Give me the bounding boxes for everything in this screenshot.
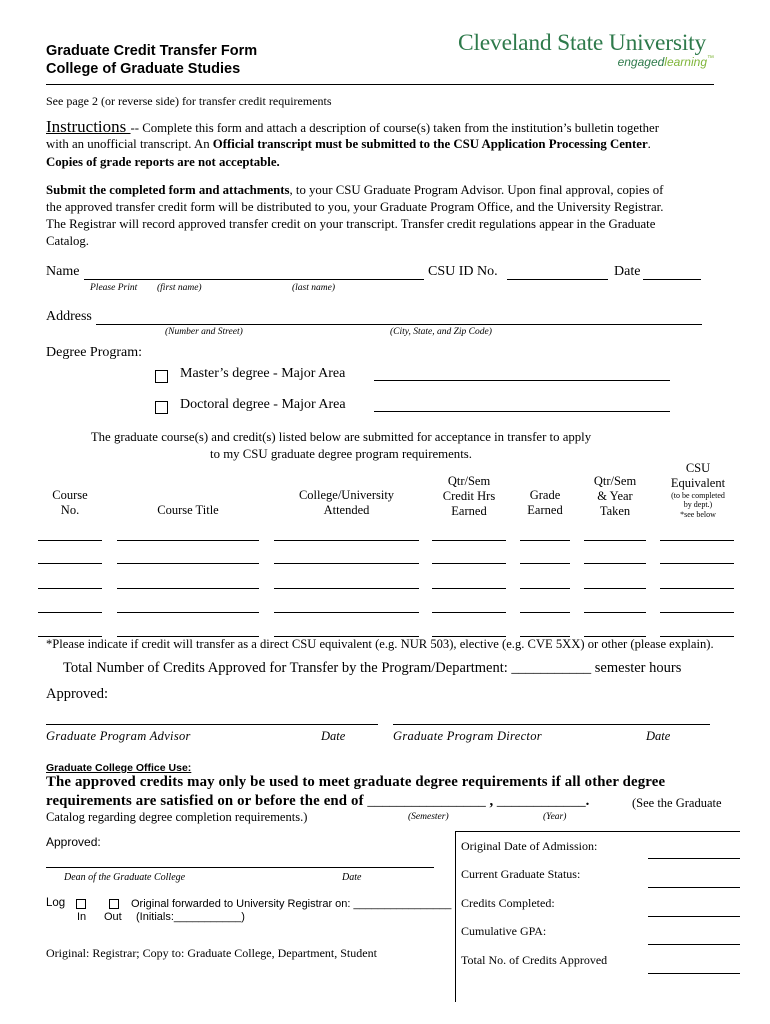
course-row-1-course-title-field[interactable] [117,540,259,541]
course-row-2-csu-equivalent-field[interactable] [660,563,734,564]
advisor-date-label: Date [321,729,346,743]
course-row-2-course-title-field[interactable] [117,563,259,564]
forwarded-registrar: Original forwarded to University Registrar on: ________________ [131,898,452,910]
course-row-3-taken-field[interactable] [584,588,646,589]
date-field[interactable] [643,279,701,280]
doctoral-major-field[interactable] [374,411,670,412]
form-title-line1: Graduate Credit Transfer Form [46,43,258,59]
csu-logo-tagline: engagedlearning™ [617,55,714,69]
semester-hint: (Semester) [408,812,449,822]
log-label: Log [46,897,66,909]
last-name-hint: (last name) [292,283,336,293]
submit-line1: Submit the completed form and attachments, to your CSU Graduate Program Advisor. Upon final approval, copies of [46,183,664,197]
course-row-2-college-field[interactable] [274,563,419,564]
instructions-line1: Instructions -- Complete this form and attach a description of course(s) taken from the institution’s bulletin together [46,117,659,136]
credits-completed-label: Credits Completed: [461,896,555,910]
course-row-1-college-field[interactable] [274,540,419,541]
col-grade: Grade Earned [527,488,563,517]
csu-id-label: CSU ID No. [428,264,498,279]
date-label: Date [614,264,641,279]
name-field[interactable] [84,279,424,280]
number-street-hint: (Number and Street) [165,327,243,337]
grad-status-field[interactable] [648,887,740,888]
credits-completed-field[interactable] [648,916,740,917]
course-row-3-course-title-field[interactable] [117,588,259,589]
dean-approved-label: Approved: [46,835,101,849]
catalog-line: Catalog regarding degree completion requirements.) [46,810,308,824]
degree-program-label: Degree Program: [46,345,143,360]
form-title-line2: College of Graduate Studies [46,61,241,77]
cumulative-gpa-label: Cumulative GPA: [461,924,547,938]
approved-label: Approved: [46,686,109,702]
instructions-line2: with an unofficial transcript. An Official transcript must be submitted to the CSU Application Processing Center. [46,137,651,151]
office-bold-line2: requirements are satisfied on or before the end of ________________ , ____________. [46,793,590,809]
csu-logo [458,30,720,69]
cumulative-gpa-field[interactable] [648,944,740,945]
log-in-checkbox[interactable] [76,899,86,909]
name-label: Name [46,264,80,279]
log-out-checkbox[interactable] [109,899,119,909]
course-row-1-taken-field[interactable] [584,540,646,541]
course-row-4-taken-field[interactable] [584,612,646,613]
total-credits-approved-label: Total No. of Credits Approved [461,953,608,967]
submit-line2: the approved transfer credit form will be distributed to you, your Graduate Program Office, and the University Registrar. [46,200,664,214]
course-row-1-csu-equivalent-field[interactable] [660,540,734,541]
course-row-4-course-title-field[interactable] [117,612,259,613]
course-row-3-credit-hrs-field[interactable] [432,588,506,589]
col-college: College/University Attended [298,488,395,517]
course-row-1-course-no-field[interactable] [38,540,102,541]
total-credits-approved-field[interactable] [648,973,740,974]
address-label: Address [46,309,92,324]
course-row-3-college-field[interactable] [274,588,419,589]
see-page-note: See page 2 (or reverse side) for transfer credit requirements [46,94,332,108]
year-hint: (Year) [543,812,567,822]
admission-date-label: Original Date of Admission: [461,839,598,853]
submit-line4: Catalog. [46,234,90,248]
dean-date-label: Date [342,872,362,883]
course-row-1-grade-field[interactable] [520,540,570,541]
course-row-3-course-no-field[interactable] [38,588,102,589]
semester-field[interactable]: ________________ [367,793,486,809]
course-row-4-course-no-field[interactable] [38,612,102,613]
course-row-2-credit-hrs-field[interactable] [432,563,506,564]
doctoral-checkbox[interactable] [155,401,168,414]
course-row-4-credit-hrs-field[interactable] [432,612,506,613]
masters-label: Master’s degree - Major Area [180,366,346,381]
dean-label: Dean of the Graduate College [64,872,186,883]
director-label: Graduate Program Director [393,729,542,743]
admission-date-field[interactable] [648,858,740,859]
masters-checkbox[interactable] [155,370,168,383]
year-field[interactable]: ____________ [496,793,586,809]
initials-field[interactable]: (Initials:___________) [136,911,245,923]
total-credits-line: Total Number of Credits Approved for Transfer by the Program/Department: ___________ semester hours [63,660,682,676]
submit-line3: The Registrar will record approved transfer credit on your transcript. Transfer credit regulations appear in the Graduate [46,217,656,231]
distribution-line: Original: Registrar; Copy to: Graduate College, Department, Student [46,946,377,960]
dean-signature-field[interactable] [46,867,434,868]
please-print-hint: Please Print [90,283,138,293]
course-row-2-course-no-field[interactable] [38,563,102,564]
grad-status-label: Current Graduate Status: [461,867,581,881]
instructions-heading: Instructions [46,117,131,136]
total-credits-field[interactable]: ___________ [511,660,592,676]
see-graduate: (See the Graduate [632,796,722,810]
col-course-no: Course No. [52,488,88,517]
doctoral-label: Doctoral degree - Major Area [180,397,346,412]
col-taken: Qtr/Sem & Year Taken [593,474,637,518]
csu-logo-name: Cleveland State University [458,30,707,56]
masters-major-field[interactable] [374,380,670,381]
advisor-signature-field[interactable] [46,724,378,725]
log-in-label: In [77,911,87,923]
director-signature-field[interactable] [393,724,710,725]
col-credit-hrs: Qtr/Sem Credit Hrs Earned [442,474,496,518]
city-state-zip-hint: (City, State, and Zip Code) [390,327,492,337]
instructions-line3: Copies of grade reports are not acceptable. [46,155,280,169]
course-row-1-credit-hrs-field[interactable] [432,540,506,541]
course-row-4-grade-field[interactable] [520,612,570,613]
course-row-3-csu-equivalent-field[interactable] [660,588,734,589]
header-rule [46,84,714,85]
office-use-heading: Graduate College Office Use: [46,762,192,774]
col-csu-equivalent: CSU Equivalent (to be completed by dept.) *see below [670,461,726,519]
office-bold-line1: The approved credits may only be used to meet graduate degree requirements if all other degree [46,774,666,790]
log-out-label: Out [104,911,122,923]
courses-intro: The graduate course(s) and credit(s) listed below are submitted for acceptance in transfer to apply to my CSU graduate degree program requirements. [90,430,592,461]
course-row-4-college-field[interactable] [274,612,419,613]
course-row-4-csu-equivalent-field[interactable] [660,612,734,613]
equivalent-footnote: *Please indicate if credit will transfer as a direct CSU equivalent (e.g. NUR 503), elective (e.g. CVE 5XX) or other (please explain). [46,637,714,651]
form-title [46,42,257,78]
col-course-title: Course Title [157,503,219,517]
course-row-3-grade-field[interactable] [520,588,570,589]
address-field[interactable] [96,324,702,325]
advisor-label: Graduate Program Advisor [46,729,191,743]
course-row-2-taken-field[interactable] [584,563,646,564]
course-row-2-grade-field[interactable] [520,563,570,564]
director-date-label: Date [646,729,671,743]
csu-id-field[interactable] [507,279,608,280]
first-name-hint: (first name) [157,283,202,293]
